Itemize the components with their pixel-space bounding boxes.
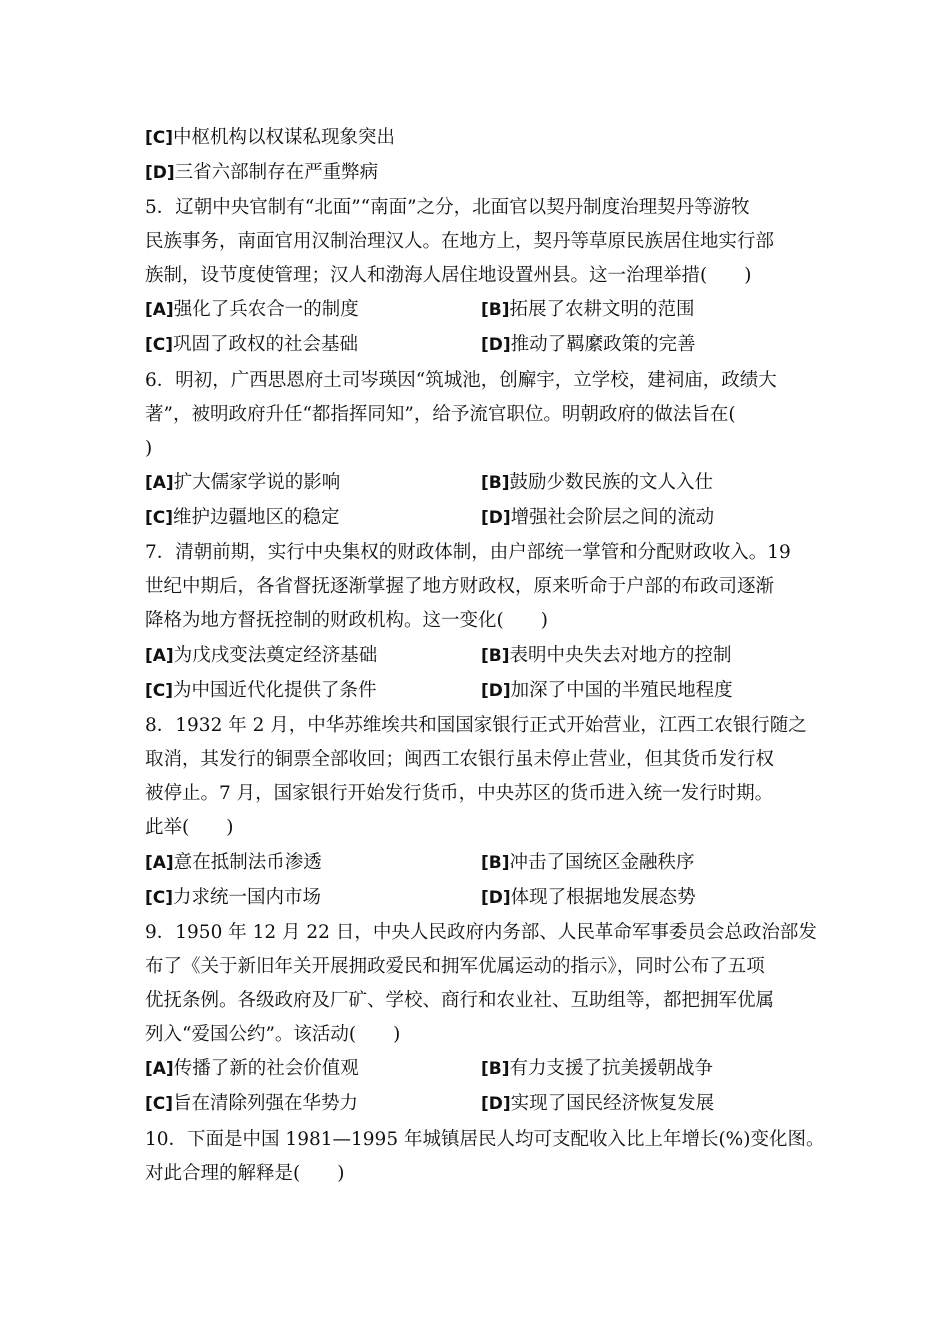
q8-option-a bbox=[145, 851, 322, 875]
q9-stem-line: 布了《关于新旧年关开展拥政爱民和拥军优属运动的指示》，同时公布了五项 bbox=[145, 956, 765, 977]
option-text: 拓展了农耕文明的范围 bbox=[509, 299, 695, 320]
q5-option-b bbox=[481, 298, 695, 322]
q5-option-c bbox=[145, 333, 358, 357]
q9-stem-line: 列入“爱国公约”。该活动( ) bbox=[145, 1024, 401, 1045]
q8-option-d bbox=[481, 886, 696, 910]
option-letter: [A] bbox=[145, 853, 174, 873]
option-letter: [D] bbox=[481, 508, 511, 528]
option-letter: [C] bbox=[145, 335, 174, 355]
option-text: 强化了兵农合一的制度 bbox=[173, 299, 359, 320]
q8-stem-line: 此举( ) bbox=[145, 817, 234, 838]
q6-option-b bbox=[481, 471, 713, 495]
q8-option-b bbox=[481, 851, 695, 875]
option-letter: [A] bbox=[145, 473, 174, 493]
q5-stem-line: 民族事务，南面官用汉制治理汉人。在地方上，契丹等草原民族居住地实行部 bbox=[145, 231, 775, 252]
option-letter: [C] bbox=[145, 681, 174, 701]
option-text: 体现了根据地发展态势 bbox=[510, 887, 696, 908]
option-text: 传播了新的社会价值观 bbox=[173, 1058, 359, 1079]
option-letter: [D] bbox=[481, 888, 511, 908]
q8-stem-line: 8．1932 年 2 月，中华苏维埃共和国国家银行正式开始营业，江西工农银行随之 bbox=[145, 715, 807, 736]
option-text: 三省六部制存在严重弊病 bbox=[174, 162, 379, 183]
option-letter: [B] bbox=[481, 1059, 510, 1079]
q5-option-d bbox=[481, 333, 696, 357]
q7-stem-line: 7．清朝前期，实行中央集权的财政体制，由户部统一掌管和分配财政收入。19 bbox=[145, 542, 791, 563]
option-letter: [B] bbox=[481, 473, 510, 493]
option-text: 有力支援了抗美援朝战争 bbox=[509, 1058, 714, 1079]
option-letter: [C] bbox=[145, 128, 174, 148]
q9-option-b bbox=[481, 1057, 713, 1081]
q9-stem-line: 9．1950 年 12 月 22 日，中央人民政府内务部、人民革命军事委员会总政治部发 bbox=[145, 922, 817, 943]
q7-option-b bbox=[481, 644, 732, 668]
q9-option-d bbox=[481, 1092, 714, 1116]
option-letter: [A] bbox=[145, 646, 174, 666]
q6-option-c bbox=[145, 506, 340, 530]
option-text: 表明中央失去对地方的控制 bbox=[509, 645, 732, 666]
option-text: 推动了羁縻政策的完善 bbox=[510, 334, 696, 355]
option-letter: [A] bbox=[145, 1059, 174, 1079]
option-letter: [C] bbox=[145, 1094, 174, 1114]
q6-stem-line: ) bbox=[145, 438, 153, 459]
option-letter: [D] bbox=[481, 1094, 511, 1114]
option-text: 增强社会阶层之间的流动 bbox=[510, 507, 715, 528]
q5-stem-line: 5．辽朝中央官制有“北面”“南面”之分，北面官以契丹制度治理契丹等游牧 bbox=[145, 197, 750, 218]
option-text: 为戊戌变法奠定经济基础 bbox=[173, 645, 378, 666]
q6-stem-line: 著”，被明政府升任“都指挥同知”，给予流官职位。明朝政府的做法旨在( bbox=[145, 404, 736, 425]
q6-stem-line: 6．明初，广西思恩府土司岑瑛因“筑城池，创廨宇，立学校，建祠庙，政绩大 bbox=[145, 370, 777, 391]
q8-stem-line: 被停止。7 月，国家银行开始发行货币，中央苏区的货币进入统一发行时期。 bbox=[145, 783, 774, 804]
option-text: 意在抵制法币渗透 bbox=[173, 852, 322, 873]
option-text: 旨在清除列强在华势力 bbox=[173, 1093, 359, 1114]
option-text: 为中国近代化提供了条件 bbox=[173, 680, 377, 701]
q7-option-c bbox=[145, 679, 377, 703]
option-text: 维护边疆地区的稳定 bbox=[173, 507, 340, 528]
q7-option-a bbox=[145, 644, 377, 668]
option-letter: [C] bbox=[145, 888, 174, 908]
option-text: 扩大儒家学说的影响 bbox=[173, 472, 341, 493]
q5-stem-line: 族制，设节度使管理；汉人和渤海人居住地设置州县。这一治理举措( ) bbox=[145, 265, 752, 286]
option-letter: [C] bbox=[145, 508, 174, 528]
q6-option-a bbox=[145, 471, 340, 495]
option-text: 中枢机构以权谋私现象突出 bbox=[173, 127, 396, 148]
q4-option-d bbox=[145, 161, 378, 185]
q9-stem-line: 优抚条例。各级政府及厂矿、学校、商行和农业社、互助组等，都把拥军优属 bbox=[145, 990, 775, 1011]
option-text: 冲击了国统区金融秩序 bbox=[509, 852, 695, 873]
q6-option-d bbox=[481, 506, 714, 530]
q7-stem-line: 降格为地方督抚控制的财政机构。这一变化( ) bbox=[145, 610, 548, 631]
option-text: 巩固了政权的社会基础 bbox=[173, 334, 359, 355]
q10-stem-line: 10．下面是中国 1981—1995 年城镇居民人均可支配收入比上年增长(%)变化图。 bbox=[145, 1129, 825, 1150]
option-letter: [D] bbox=[481, 335, 511, 355]
q5-option-a bbox=[145, 298, 359, 322]
option-letter: [D] bbox=[481, 681, 511, 701]
q8-stem-line: 取消，其发行的铜票全部收回；闽西工农银行虽未停止营业，但其货币发行权 bbox=[145, 749, 775, 770]
q7-option-d bbox=[481, 679, 733, 703]
q9-option-c bbox=[145, 1092, 358, 1116]
option-letter: [B] bbox=[481, 300, 510, 320]
option-letter: [A] bbox=[145, 300, 174, 320]
q4-option-c bbox=[145, 126, 395, 150]
q9-option-a bbox=[145, 1057, 359, 1081]
option-letter: [B] bbox=[481, 646, 510, 666]
option-text: 实现了国民经济恢复发展 bbox=[510, 1093, 715, 1114]
q7-stem-line: 世纪中期后，各省督抚逐渐掌握了地方财政权，原来听命于户部的布政司逐渐 bbox=[145, 576, 775, 597]
option-text: 鼓励少数民族的文人入仕 bbox=[509, 472, 714, 493]
option-text: 加深了中国的半殖民地程度 bbox=[510, 680, 733, 701]
option-letter: [D] bbox=[145, 163, 175, 183]
option-text: 力求统一国内市场 bbox=[173, 887, 322, 908]
q10-stem-line: 对此合理的解释是( ) bbox=[145, 1163, 345, 1184]
q8-option-c bbox=[145, 886, 321, 910]
option-letter: [B] bbox=[481, 853, 510, 873]
